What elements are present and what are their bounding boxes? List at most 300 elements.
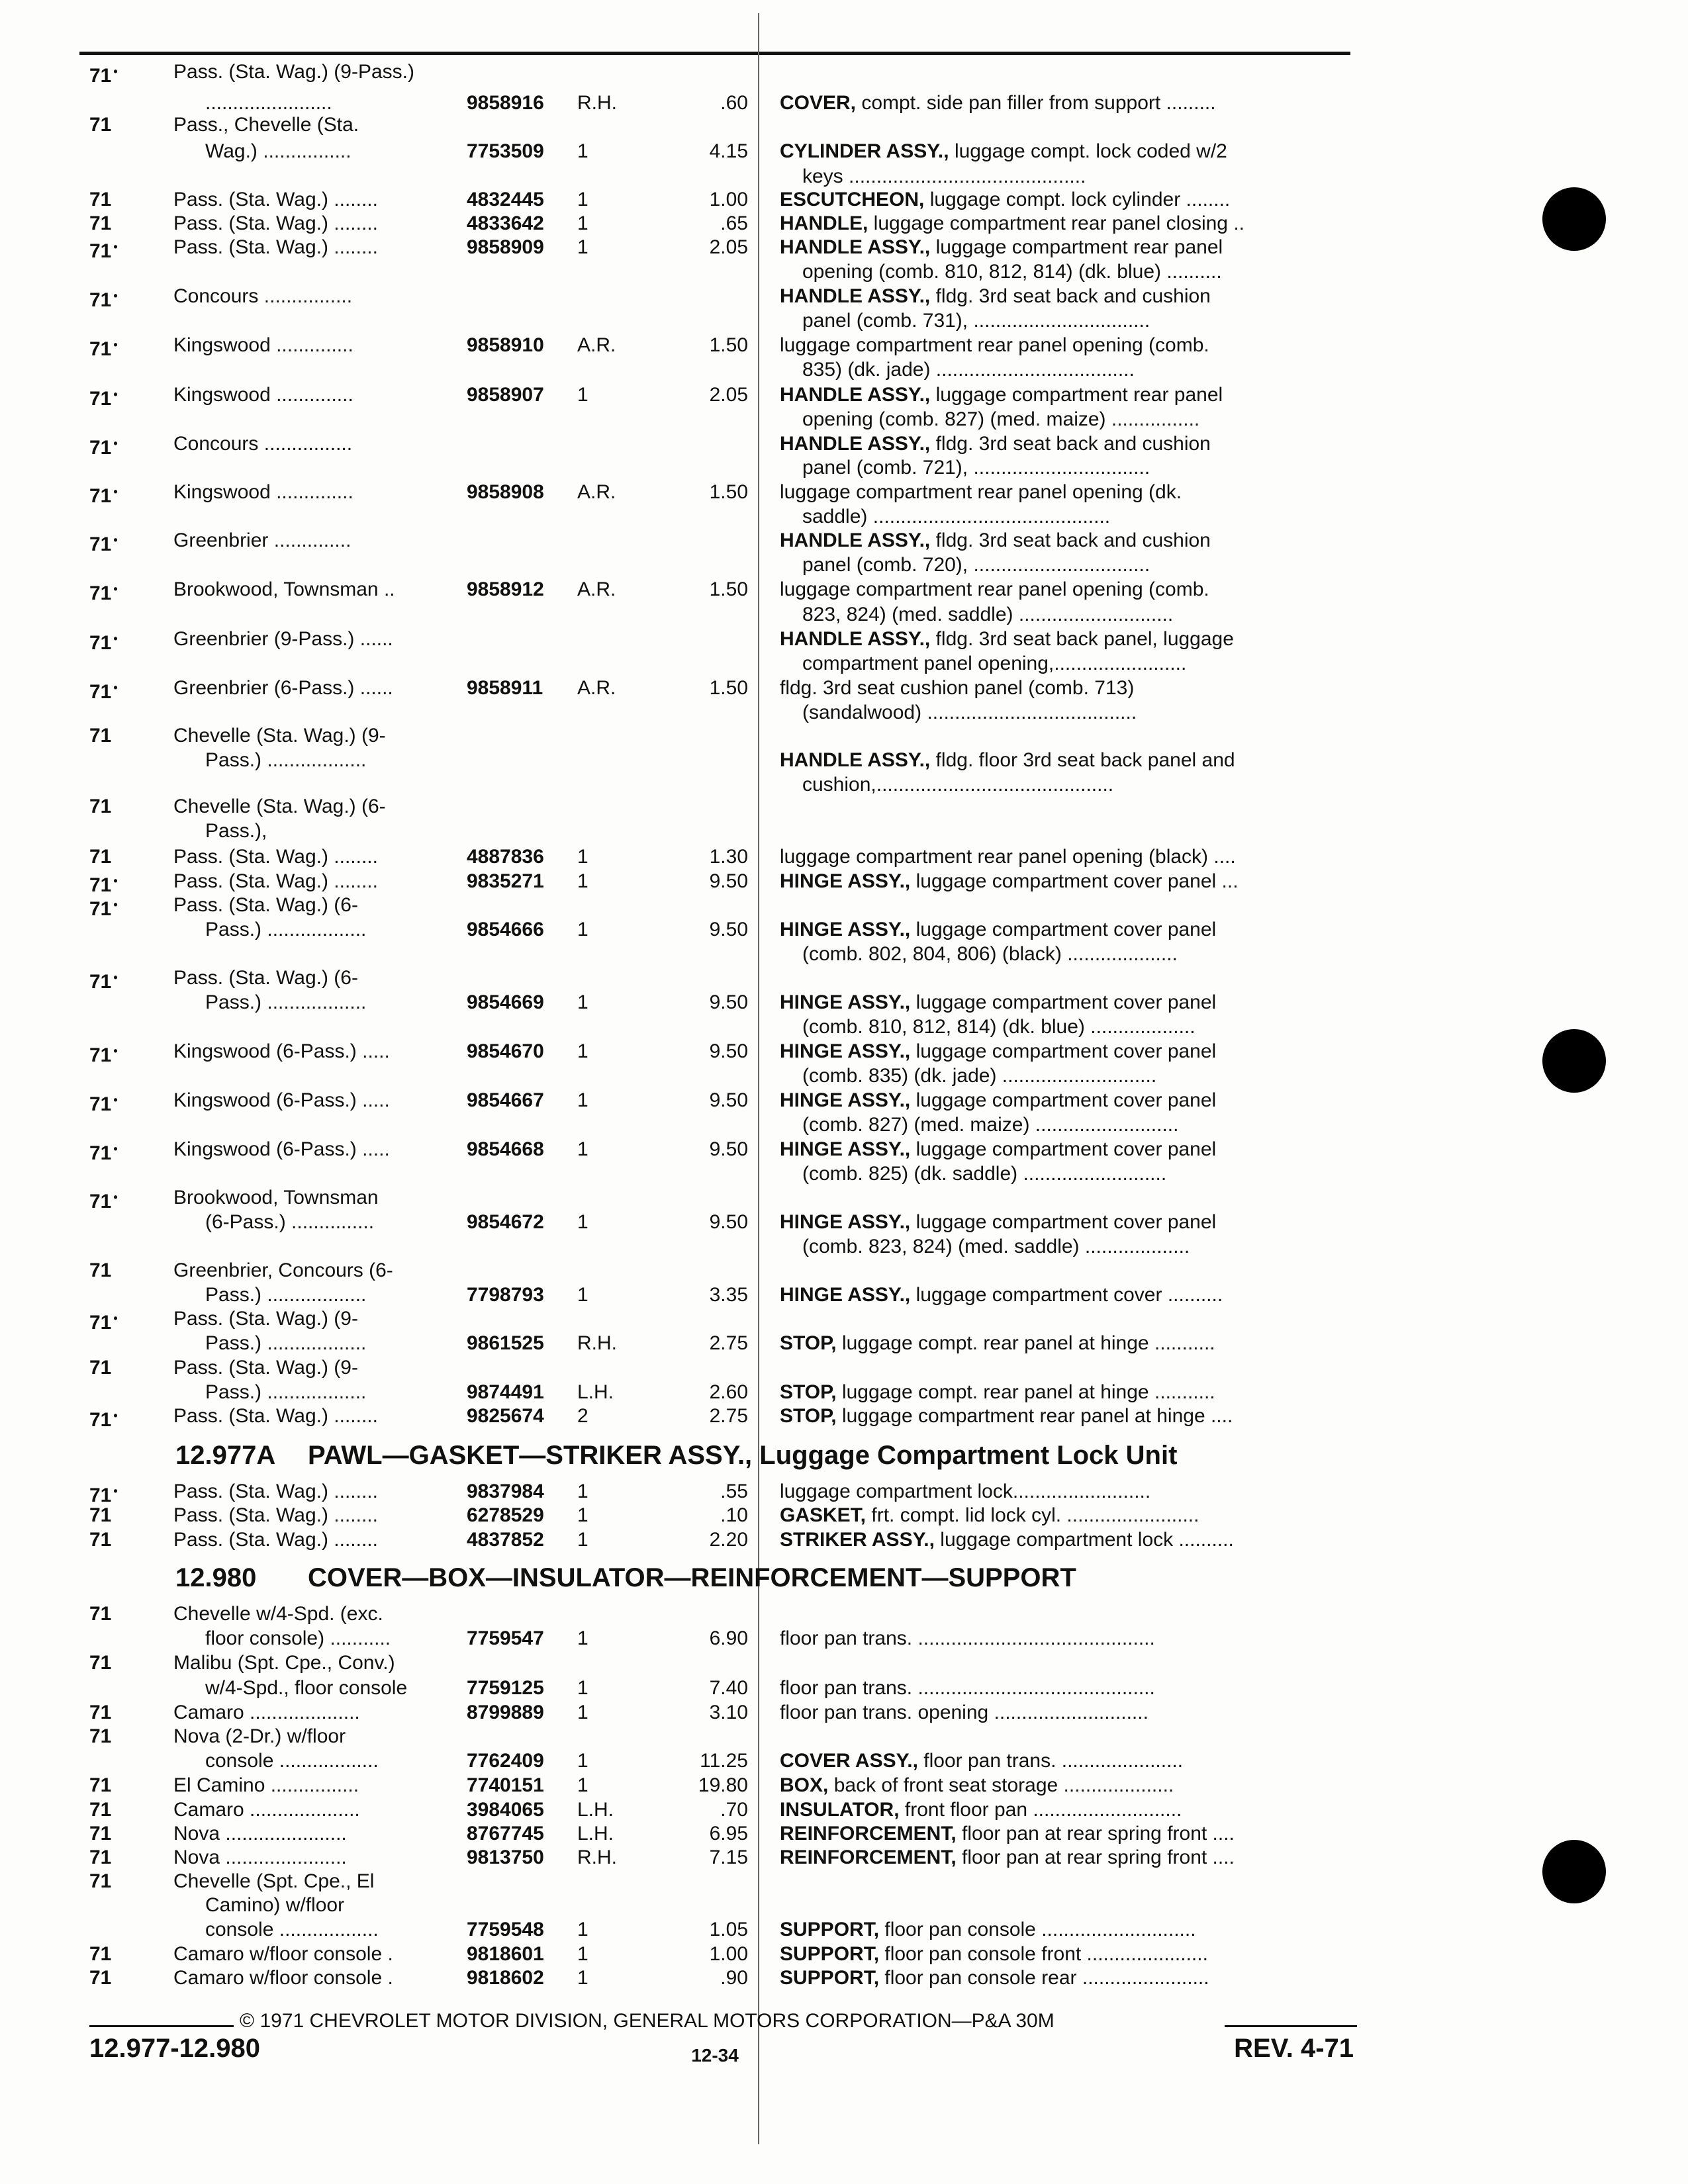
section-heading	[175, 1562, 1076, 1594]
part-row	[0, 1869, 1377, 1893]
model-year: 71	[89, 1846, 112, 1868]
list-price: .65	[720, 212, 748, 234]
part-name: HINGE ASSY.,	[780, 1211, 911, 1233]
part-detail: luggage compartment rear panel at hinge ....	[836, 1405, 1233, 1427]
part-description	[780, 1210, 1356, 1234]
part-name: HANDLE ASSY.,	[780, 749, 931, 771]
model-year: 71 •	[89, 681, 118, 703]
list-price: 4.15	[709, 140, 748, 162]
quantity: 1	[577, 1943, 588, 1965]
model-application: Camaro w/floor console .	[173, 1943, 393, 1965]
model-year: 71	[89, 796, 112, 817]
part-row	[0, 383, 1377, 410]
list-price: .55	[720, 1480, 748, 1502]
model-application-cont: Pass.) ..................	[205, 991, 367, 1013]
list-price: .60	[720, 92, 748, 114]
part-name: STOP,	[780, 1405, 837, 1427]
part-row	[0, 1137, 1377, 1164]
part-name: HINGE ASSY.,	[780, 991, 911, 1013]
part-description	[780, 284, 1356, 308]
part-number: 9837984	[467, 1480, 544, 1502]
part-row	[0, 164, 1377, 189]
part-detail: luggage compartment rear panel opening (comb.	[780, 334, 1209, 356]
part-number: 7740151	[467, 1774, 544, 1796]
part-detail: luggage compartment rear panel opening (comb.	[780, 578, 1209, 600]
part-detail: luggage compartment rear panel opening (dk.	[780, 481, 1182, 503]
part-description	[780, 1797, 1356, 1822]
model-year: 71	[89, 114, 112, 136]
model-application: Camaro w/floor console .	[173, 1967, 393, 1989]
model-year: 71 •	[89, 65, 118, 87]
part-row	[0, 1773, 1377, 1797]
part-row	[0, 1088, 1377, 1113]
part-detail: fldg. 3rd seat back and cushion	[930, 529, 1211, 551]
quantity: 1	[577, 1750, 588, 1772]
model-application: Pass. (Sta. Wag.) (6-	[173, 894, 358, 916]
new-part-mark: •	[113, 1191, 118, 1204]
model-year: 71 •	[89, 1093, 118, 1115]
part-detail: frt. compt. lid lock cyl. ........................	[866, 1504, 1199, 1526]
new-part-mark: •	[113, 632, 118, 645]
model-year: 71	[89, 1529, 112, 1551]
part-row	[0, 1749, 1377, 1773]
quantity: 1	[577, 1211, 588, 1233]
model-application-cont: Pass.),	[205, 820, 267, 842]
model-year: 71 •	[89, 1142, 118, 1164]
list-price: 9.50	[709, 919, 748, 940]
part-description	[780, 1773, 1356, 1797]
part-number: 7762409	[467, 1750, 544, 1772]
part-row	[0, 1185, 1377, 1210]
quantity: 1	[577, 1284, 588, 1306]
new-part-mark: •	[113, 898, 118, 911]
part-number: 9858907	[467, 384, 544, 406]
part-row	[0, 259, 1377, 284]
part-description-cont: 823, 824) (med. saddle) ............................	[802, 604, 1174, 625]
model-year: 71 •	[89, 898, 118, 920]
part-description-cont: saddle) ...........................................	[802, 506, 1111, 527]
part-detail: floor pan trans. ...........................................	[780, 1627, 1155, 1649]
section-title: PAWL—GASKET—STRIKER ASSY., Luggage Compartment Lock Unit	[308, 1441, 1178, 1470]
quantity: 1	[577, 1529, 588, 1551]
model-application-cont: Camino) w/floor	[205, 1894, 345, 1916]
part-row	[0, 723, 1377, 748]
part-row	[0, 1064, 1377, 1088]
part-row	[0, 1306, 1377, 1334]
part-detail: floor pan at rear spring front ....	[956, 1823, 1235, 1844]
part-name: STOP,	[780, 1332, 837, 1354]
part-row	[0, 333, 1377, 360]
part-row	[0, 528, 1377, 553]
part-description	[780, 1283, 1356, 1307]
part-row	[0, 1602, 1377, 1626]
quantity: 2	[577, 1405, 588, 1427]
list-price: 2.75	[709, 1332, 748, 1354]
part-row	[0, 1626, 1377, 1651]
part-detail: luggage compartment cover panel	[910, 1138, 1217, 1160]
part-detail: fldg. floor 3rd seat back panel and	[930, 749, 1235, 771]
part-row	[0, 1503, 1377, 1527]
list-price: 1.50	[709, 334, 748, 356]
revision-label: REV. 4-71	[1234, 2034, 1354, 2063]
part-row	[0, 627, 1377, 654]
part-name: COVER,	[780, 92, 857, 114]
part-row	[0, 1258, 1377, 1283]
model-year: 71	[89, 846, 112, 868]
list-price: 6.95	[709, 1823, 748, 1844]
part-row	[0, 211, 1377, 236]
new-part-mark: •	[113, 240, 118, 253]
quantity: 1	[577, 991, 588, 1013]
list-price: .90	[720, 1967, 748, 1989]
part-number: 7753509	[467, 140, 544, 162]
model-application: Pass. (Sta. Wag.) ........	[173, 212, 378, 234]
part-row	[0, 942, 1377, 966]
binder-hole-top	[1542, 187, 1606, 251]
part-number: 9874491	[467, 1381, 544, 1403]
new-part-mark: •	[113, 1312, 118, 1325]
part-row	[0, 917, 1377, 942]
part-name: HINGE ASSY.,	[780, 919, 911, 940]
part-row	[0, 1966, 1377, 1990]
part-name: REINFORCEMENT,	[780, 1846, 957, 1868]
quantity: L.H.	[577, 1799, 614, 1821]
model-application: Pass., Chevelle (Sta.	[173, 114, 359, 136]
part-detail: luggage compt. rear panel at hinge ...........	[836, 1381, 1215, 1403]
new-part-mark: •	[113, 289, 118, 302]
part-row	[0, 869, 1377, 896]
part-description	[780, 1039, 1356, 1064]
model-year: 71	[89, 1603, 112, 1625]
model-application-cont: Pass.) ..................	[205, 1332, 367, 1354]
part-description	[780, 1404, 1356, 1428]
part-row	[0, 1479, 1377, 1504]
model-application: El Camino ................	[173, 1774, 359, 1796]
quantity: 1	[577, 1480, 588, 1502]
part-description	[780, 333, 1356, 357]
part-name: STRIKER ASSY.,	[780, 1529, 935, 1551]
list-price: 1.50	[709, 481, 748, 503]
list-price: 7.15	[709, 1846, 748, 1868]
model-application: Pass. (Sta. Wag.) ........	[173, 189, 378, 210]
list-price: .70	[720, 1799, 748, 1821]
part-number: 8799889	[467, 1702, 544, 1723]
list-price: 2.05	[709, 384, 748, 406]
part-row	[0, 504, 1377, 529]
new-part-mark: •	[113, 485, 118, 498]
part-number: 7759548	[467, 1919, 544, 1940]
part-detail: luggage compartment rear panel	[930, 384, 1223, 406]
model-year: 71 •	[89, 1409, 118, 1431]
part-number: 9818601	[467, 1943, 544, 1965]
model-application: Pass. (Sta. Wag.) ........	[173, 236, 378, 258]
part-row	[0, 748, 1377, 772]
model-application: Pass. (Sta. Wag.) ........	[173, 846, 378, 868]
part-row	[0, 455, 1377, 480]
part-row	[0, 432, 1377, 459]
part-description	[780, 1676, 1356, 1700]
part-description	[780, 1137, 1356, 1161]
part-row	[0, 577, 1377, 602]
new-part-mark: •	[113, 1484, 118, 1498]
part-description	[780, 432, 1356, 456]
list-price: 9.50	[709, 1211, 748, 1233]
part-detail: luggage compartment cover panel ...	[910, 870, 1239, 892]
part-description-cont: (comb. 802, 804, 806) (black) ....................	[802, 943, 1178, 965]
new-part-mark: •	[113, 65, 118, 78]
model-year: 71 •	[89, 632, 118, 654]
part-number: 9854672	[467, 1211, 544, 1233]
binder-hole-middle	[1542, 1029, 1606, 1093]
model-application-cont: Pass.) ..................	[205, 749, 367, 771]
part-number: 9858908	[467, 481, 544, 503]
part-row	[0, 844, 1377, 869]
part-name: HINGE ASSY.,	[780, 1284, 911, 1306]
quantity: R.H.	[577, 1332, 617, 1354]
model-application: Kingswood ..............	[173, 334, 353, 356]
section-number: 12.977A	[175, 1441, 276, 1470]
part-row	[0, 1404, 1377, 1431]
quantity: 1	[577, 1702, 588, 1723]
part-number: 9854669	[467, 991, 544, 1013]
part-detail: floor pan trans. opening ............................	[780, 1702, 1149, 1723]
model-application: Pass. (Sta. Wag.) ........	[173, 870, 378, 892]
part-description	[780, 990, 1356, 1015]
list-price: 1.00	[709, 189, 748, 210]
model-application: Chevelle w/4-Spd. (exc.	[173, 1603, 383, 1625]
model-year: 71	[89, 1259, 112, 1281]
model-application: Kingswood ..............	[173, 384, 353, 406]
part-row	[0, 1527, 1377, 1552]
list-price: 9.50	[709, 991, 748, 1013]
part-number: 3984065	[467, 1799, 544, 1821]
part-detail: floor pan at rear spring front ....	[956, 1846, 1235, 1868]
part-description	[780, 1749, 1356, 1773]
part-description	[780, 869, 1356, 893]
list-price: 9.50	[709, 870, 748, 892]
new-part-mark: •	[113, 437, 118, 450]
part-detail: luggage compartment cover panel	[910, 919, 1217, 940]
model-application-cont: Pass.) ..................	[205, 1381, 367, 1403]
part-detail: luggage compt. rear panel at hinge ...........	[836, 1332, 1215, 1354]
list-price: 11.25	[700, 1750, 748, 1772]
quantity: 1	[577, 846, 588, 868]
part-row	[0, 700, 1377, 725]
model-application: Camaro ....................	[173, 1702, 360, 1723]
part-number: 9835271	[467, 870, 544, 892]
model-application: Greenbrier (6-Pass.) ......	[173, 677, 393, 699]
part-row	[0, 1676, 1377, 1700]
part-name: ESCUTCHEON,	[780, 189, 925, 210]
quantity: 1	[577, 1040, 588, 1062]
footer-rule-right	[1225, 2025, 1357, 2027]
model-application: Kingswood (6-Pass.) .....	[173, 1040, 390, 1062]
part-description	[780, 917, 1356, 942]
part-row	[0, 1161, 1377, 1186]
list-price: 19.80	[698, 1774, 748, 1796]
part-name: HANDLE ASSY.,	[780, 628, 931, 650]
model-application: Kingswood (6-Pass.) .....	[173, 1138, 390, 1160]
list-price: 2.60	[709, 1381, 748, 1403]
part-number: 9861525	[467, 1332, 544, 1354]
list-price: 9.50	[709, 1138, 748, 1160]
list-price: 2.05	[709, 236, 748, 258]
model-application: Pass. (Sta. Wag.) (9-Pass.)	[173, 61, 414, 83]
model-year: 71	[89, 1870, 112, 1892]
part-description	[780, 1626, 1356, 1651]
part-description-cont: panel (comb. 731), ................................	[802, 310, 1150, 332]
part-row	[0, 602, 1377, 627]
list-price: 1.30	[709, 846, 748, 868]
part-name: BOX,	[780, 1774, 829, 1796]
quantity: 1	[577, 1627, 588, 1649]
model-year: 71 •	[89, 289, 118, 311]
part-description	[780, 91, 1356, 115]
part-row	[0, 1845, 1377, 1870]
part-detail: back of front seat storage ....................	[828, 1774, 1174, 1796]
model-year: 71	[89, 1967, 112, 1989]
part-description	[780, 211, 1356, 236]
part-description-cont: (comb. 835) (dk. jade) ............................	[802, 1065, 1157, 1087]
part-description	[780, 844, 1356, 869]
model-application: Greenbrier, Concours (6-	[173, 1259, 393, 1281]
part-name: CYLINDER ASSY.,	[780, 140, 949, 162]
part-name: SUPPORT,	[780, 1919, 880, 1940]
quantity: R.H.	[577, 1846, 617, 1868]
part-row	[0, 1917, 1377, 1942]
section-title: COVER—BOX—INSULATOR—REINFORCEMENT—SUPPORT	[308, 1563, 1076, 1592]
part-number: 9858916	[467, 92, 544, 114]
list-price: .10	[720, 1504, 748, 1526]
part-description	[780, 235, 1356, 259]
part-description-cont: panel (comb. 720), ................................	[802, 554, 1150, 576]
model-application: Pass. (Sta. Wag.) (9-	[173, 1357, 358, 1379]
part-row	[0, 1113, 1377, 1137]
part-row	[0, 1942, 1377, 1966]
model-year: 71	[89, 1799, 112, 1821]
quantity: 1	[577, 384, 588, 406]
part-description	[780, 1088, 1356, 1113]
part-number: 7759547	[467, 1627, 544, 1649]
model-year: 71	[89, 212, 112, 234]
model-year: 71	[89, 1652, 112, 1674]
part-name: HANDLE ASSY.,	[780, 236, 931, 258]
part-description	[780, 577, 1356, 602]
model-application: Concours ................	[173, 433, 353, 455]
part-row	[0, 357, 1377, 382]
part-description	[780, 139, 1356, 163]
quantity: 1	[577, 140, 588, 162]
part-name: COVER ASSY.,	[780, 1750, 918, 1772]
part-number: 9854670	[467, 1040, 544, 1062]
quantity: 1	[577, 1919, 588, 1940]
new-part-mark: •	[113, 1142, 118, 1156]
list-price: 9.50	[709, 1089, 748, 1111]
part-name: HANDLE ASSY.,	[780, 433, 931, 455]
part-row	[0, 966, 1377, 993]
model-application: Kingswood ..............	[173, 481, 353, 503]
quantity: 1	[577, 212, 588, 234]
part-number: 9825674	[467, 1405, 544, 1427]
model-application: Pass. (Sta. Wag.) ........	[173, 1405, 378, 1427]
part-row	[0, 794, 1377, 819]
part-description-cont: cushion,...........................................	[802, 774, 1114, 796]
page-number: 12-34	[691, 2045, 739, 2066]
binder-hole-bottom	[1542, 1840, 1606, 1903]
part-description	[780, 1479, 1356, 1504]
model-application-cont: floor console) ...........	[205, 1627, 391, 1649]
quantity: A.R.	[577, 578, 616, 600]
model-year: 71 •	[89, 338, 118, 360]
part-detail: luggage compartment cover panel	[910, 991, 1217, 1013]
part-detail: luggage compartment cover panel	[910, 1089, 1217, 1111]
model-application-cont: Pass.) ..................	[205, 919, 367, 940]
part-name: HINGE ASSY.,	[780, 870, 911, 892]
part-description	[780, 1503, 1356, 1527]
part-description	[780, 187, 1356, 212]
model-year: 71 •	[89, 1312, 118, 1334]
part-description	[780, 676, 1356, 700]
quantity: 1	[577, 1774, 588, 1796]
part-row	[0, 113, 1377, 137]
list-price: 2.20	[709, 1529, 748, 1551]
part-description	[780, 1917, 1356, 1942]
part-name: HINGE ASSY.,	[780, 1040, 911, 1062]
quantity: 1	[577, 1504, 588, 1526]
new-part-mark: •	[113, 874, 118, 887]
part-name: HINGE ASSY.,	[780, 1138, 911, 1160]
part-row	[0, 1700, 1377, 1725]
new-part-mark: •	[113, 1044, 118, 1058]
part-number: 8767745	[467, 1823, 544, 1844]
part-detail: luggage compartment cover panel	[910, 1211, 1217, 1233]
part-detail: fldg. 3rd seat back and cushion	[930, 285, 1211, 307]
part-row	[0, 1355, 1377, 1380]
section-range: 12.977-12.980	[89, 2034, 261, 2063]
part-name: INSULATOR,	[780, 1799, 900, 1821]
part-row	[0, 235, 1377, 262]
part-number: 4832445	[467, 189, 544, 210]
model-application-cont: Pass.) ..................	[205, 1284, 367, 1306]
part-detail: luggage compartment cover panel	[910, 1040, 1217, 1062]
part-description	[780, 383, 1356, 407]
part-row	[0, 1234, 1377, 1259]
part-name: HANDLE ASSY.,	[780, 529, 931, 551]
part-row	[0, 187, 1377, 212]
model-application: Pass. (Sta. Wag.) ........	[173, 1504, 378, 1526]
part-detail: luggage compt. lock coded w/2	[949, 140, 1227, 162]
part-row	[0, 893, 1377, 920]
model-year: 71	[89, 1357, 112, 1379]
model-year: 71 •	[89, 1191, 118, 1212]
model-application: Pass. (Sta. Wag.) ........	[173, 1480, 378, 1502]
part-row	[0, 990, 1377, 1015]
part-row	[0, 819, 1377, 843]
new-part-mark: •	[113, 681, 118, 694]
model-application: Pass. (Sta. Wag.) ........	[173, 1529, 378, 1551]
part-description	[780, 1380, 1356, 1404]
part-description-cont: 835) (dk. jade) ....................................	[802, 359, 1135, 381]
part-number: 6278529	[467, 1504, 544, 1526]
part-number: 7759125	[467, 1677, 544, 1699]
section-number: 12.980	[175, 1563, 257, 1592]
new-part-mark: •	[113, 971, 118, 984]
part-detail: floor pan console front ......................	[879, 1943, 1208, 1965]
part-description	[780, 528, 1356, 553]
new-part-mark: •	[113, 1409, 118, 1422]
part-description-cont: panel (comb. 721), ................................	[802, 457, 1150, 478]
part-description	[780, 1821, 1356, 1846]
